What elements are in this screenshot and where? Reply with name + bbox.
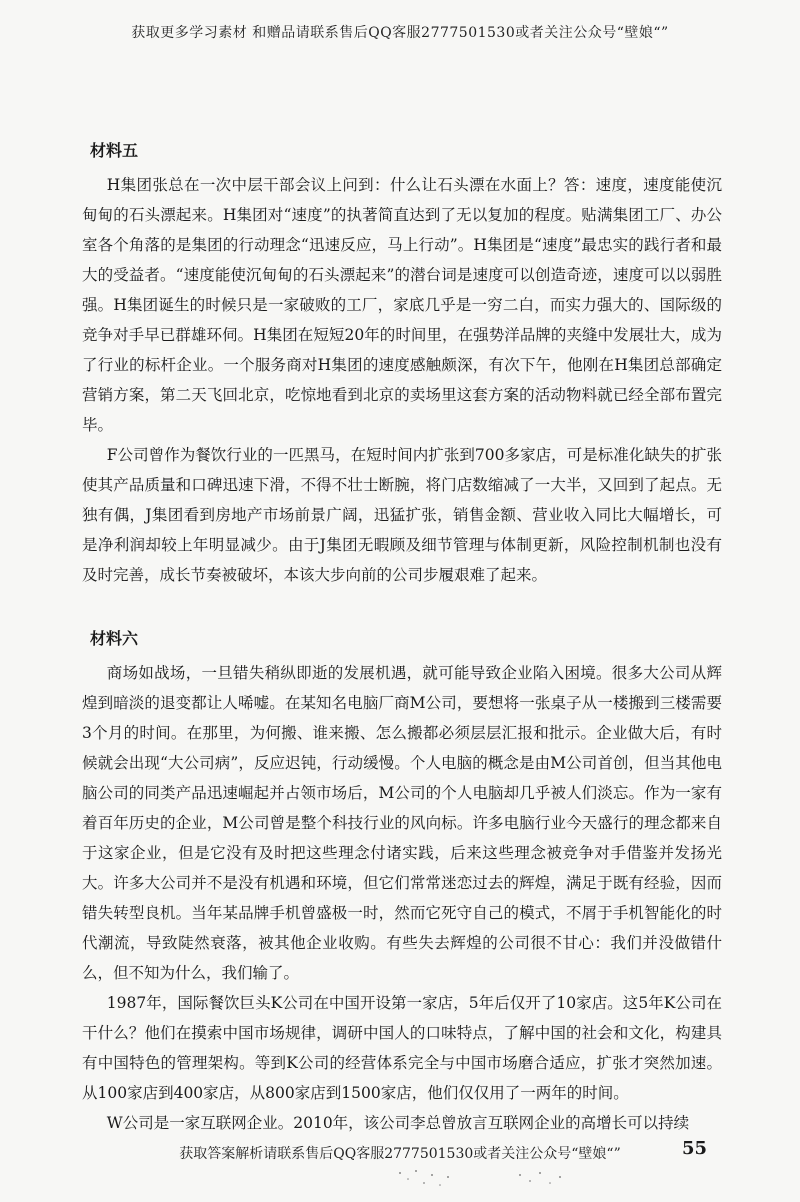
header-watermark-note: 获取更多学习素材 和赠品请联系售后QQ客服2777501530或者关注公众号“壁娘“” [131, 25, 669, 41]
section-6-paragraph-3: W公司是一家互联网企业。2010年，该公司李总曾放言互联网企业的高增长可以持续 [106, 1114, 690, 1132]
section-6-paragraph-1: 商场如战场，一旦错失稍纵即逝的发展机遇，就可能导致企业陷入困境。很多大公司从辉煌到暗淡的退变都让人唏嘘。在某知名电脑厂商M公司，要想将一张桌子从一楼搬到三楼需要3个月的时间。在那里，为何搬、谁来搬、怎么搬都必须层层汇报和批示。企业做大后，有时候就会出现“大公司病”，反应迟钝，行动缓慢。个人电脑的概念是由M公司首创，但当其他电脑公司的同类产品迅速崛起并占领市场后，M公司的个人电脑却几乎被人们淡忘。作为一家有着百年历史的企业，M公司曾是整个科技行业的风向标。许多电脑行业今天盛行的理念都来自于这家企业，但是它没有及时把这些理念付诸实践，后来这些理念被竞争对手借鉴并发扬光大。许多大公司并不是没有机遇和环境，但它们常常迷恋过去的辉煌，满足于既有经验，因而错失转型良机。当年某品牌手机曾盛极一时，然而它死守自己的模式，不屑于手机智能化的时代潮流，导致陡然衰落，被其他企业收购。有些失去辉煌的公司很不甘心：我们并没做错什么，但不知为什么，我们输了。 [82, 664, 722, 982]
footer-watermark-note: 获取答案解析请联系售后QQ客服2777501530或者关注公众号“壁娘“” [179, 1146, 621, 1162]
document-body [82, 140, 722, 1138]
page-number: 55 [682, 1138, 708, 1159]
section-5-title: 材料五 [90, 141, 139, 160]
section-5-paragraph-2: F公司曾作为餐饮行业的一匹黑马，在短时间内扩张到700多家店，可是标准化缺失的扩张使其产品质量和口碑迅速下滑，不得不壮士断腕，将门店数缩减了一大半，又回到了起点。无独有偶，J集团看到房地产市场前景广阔，迅猛扩张，销售金额、营业收入同比大幅增长，可是净利润却较上年明显减少。由于J集团无暇顾及细节管理与体制更新，风险控制机制也没有及时完善，成长节奏被破坏，本该大步向前的公司步履艰难了起来。 [82, 446, 722, 584]
section-6-paragraph-2: 1987年，国际餐饮巨头K公司在中国开设第一家店，5年后仅开了10家店。这5年K公司在干什么？他们在摸索中国市场规律，调研中国人的口味特点，了解中国的社会和文化，构建具有中国特色的管理架构。等到K公司的经营体系完全与中国市场磨合适应，扩张才突然加速。从100家店到400家店，从800家店到1500家店，他们仅仅用了一两年的时间。 [82, 994, 722, 1102]
section-5-paragraph-1: H集团张总在一次中层干部会议上问到：什么让石头漂在水面上？答：速度，速度能使沉甸甸的石头漂起来。H集团对“速度”的执著简直达到了无以复加的程度。贴满集团工厂、办公室各个角落的是集团的行动理念“迅速反应，马上行动”。H集团是“速度”最忠实的践行者和最大的受益者。“速度能使沉甸甸的石头漂起来”的潜台词是速度可以创造奇迹，速度可以以弱胜强。H集团诞生的时候只是一家破败的工厂，家底几乎是一穷二白，而实力强大的、国际级的竞争对手早已群雄环伺。H集团在短短20年的时间里，在强势洋品牌的夹缝中发展壮大，成为了行业的标杆企业。一个服务商对H集团的速度感触颇深，有次下午，他刚在H集团总部确定营销方案，第二天飞回北京，吃惊地看到北京的卖场里这套方案的活动物料就已经全部布置完毕。 [82, 176, 722, 434]
scan-noise-decoration [380, 1165, 600, 1193]
section-6-title: 材料六 [90, 629, 139, 648]
